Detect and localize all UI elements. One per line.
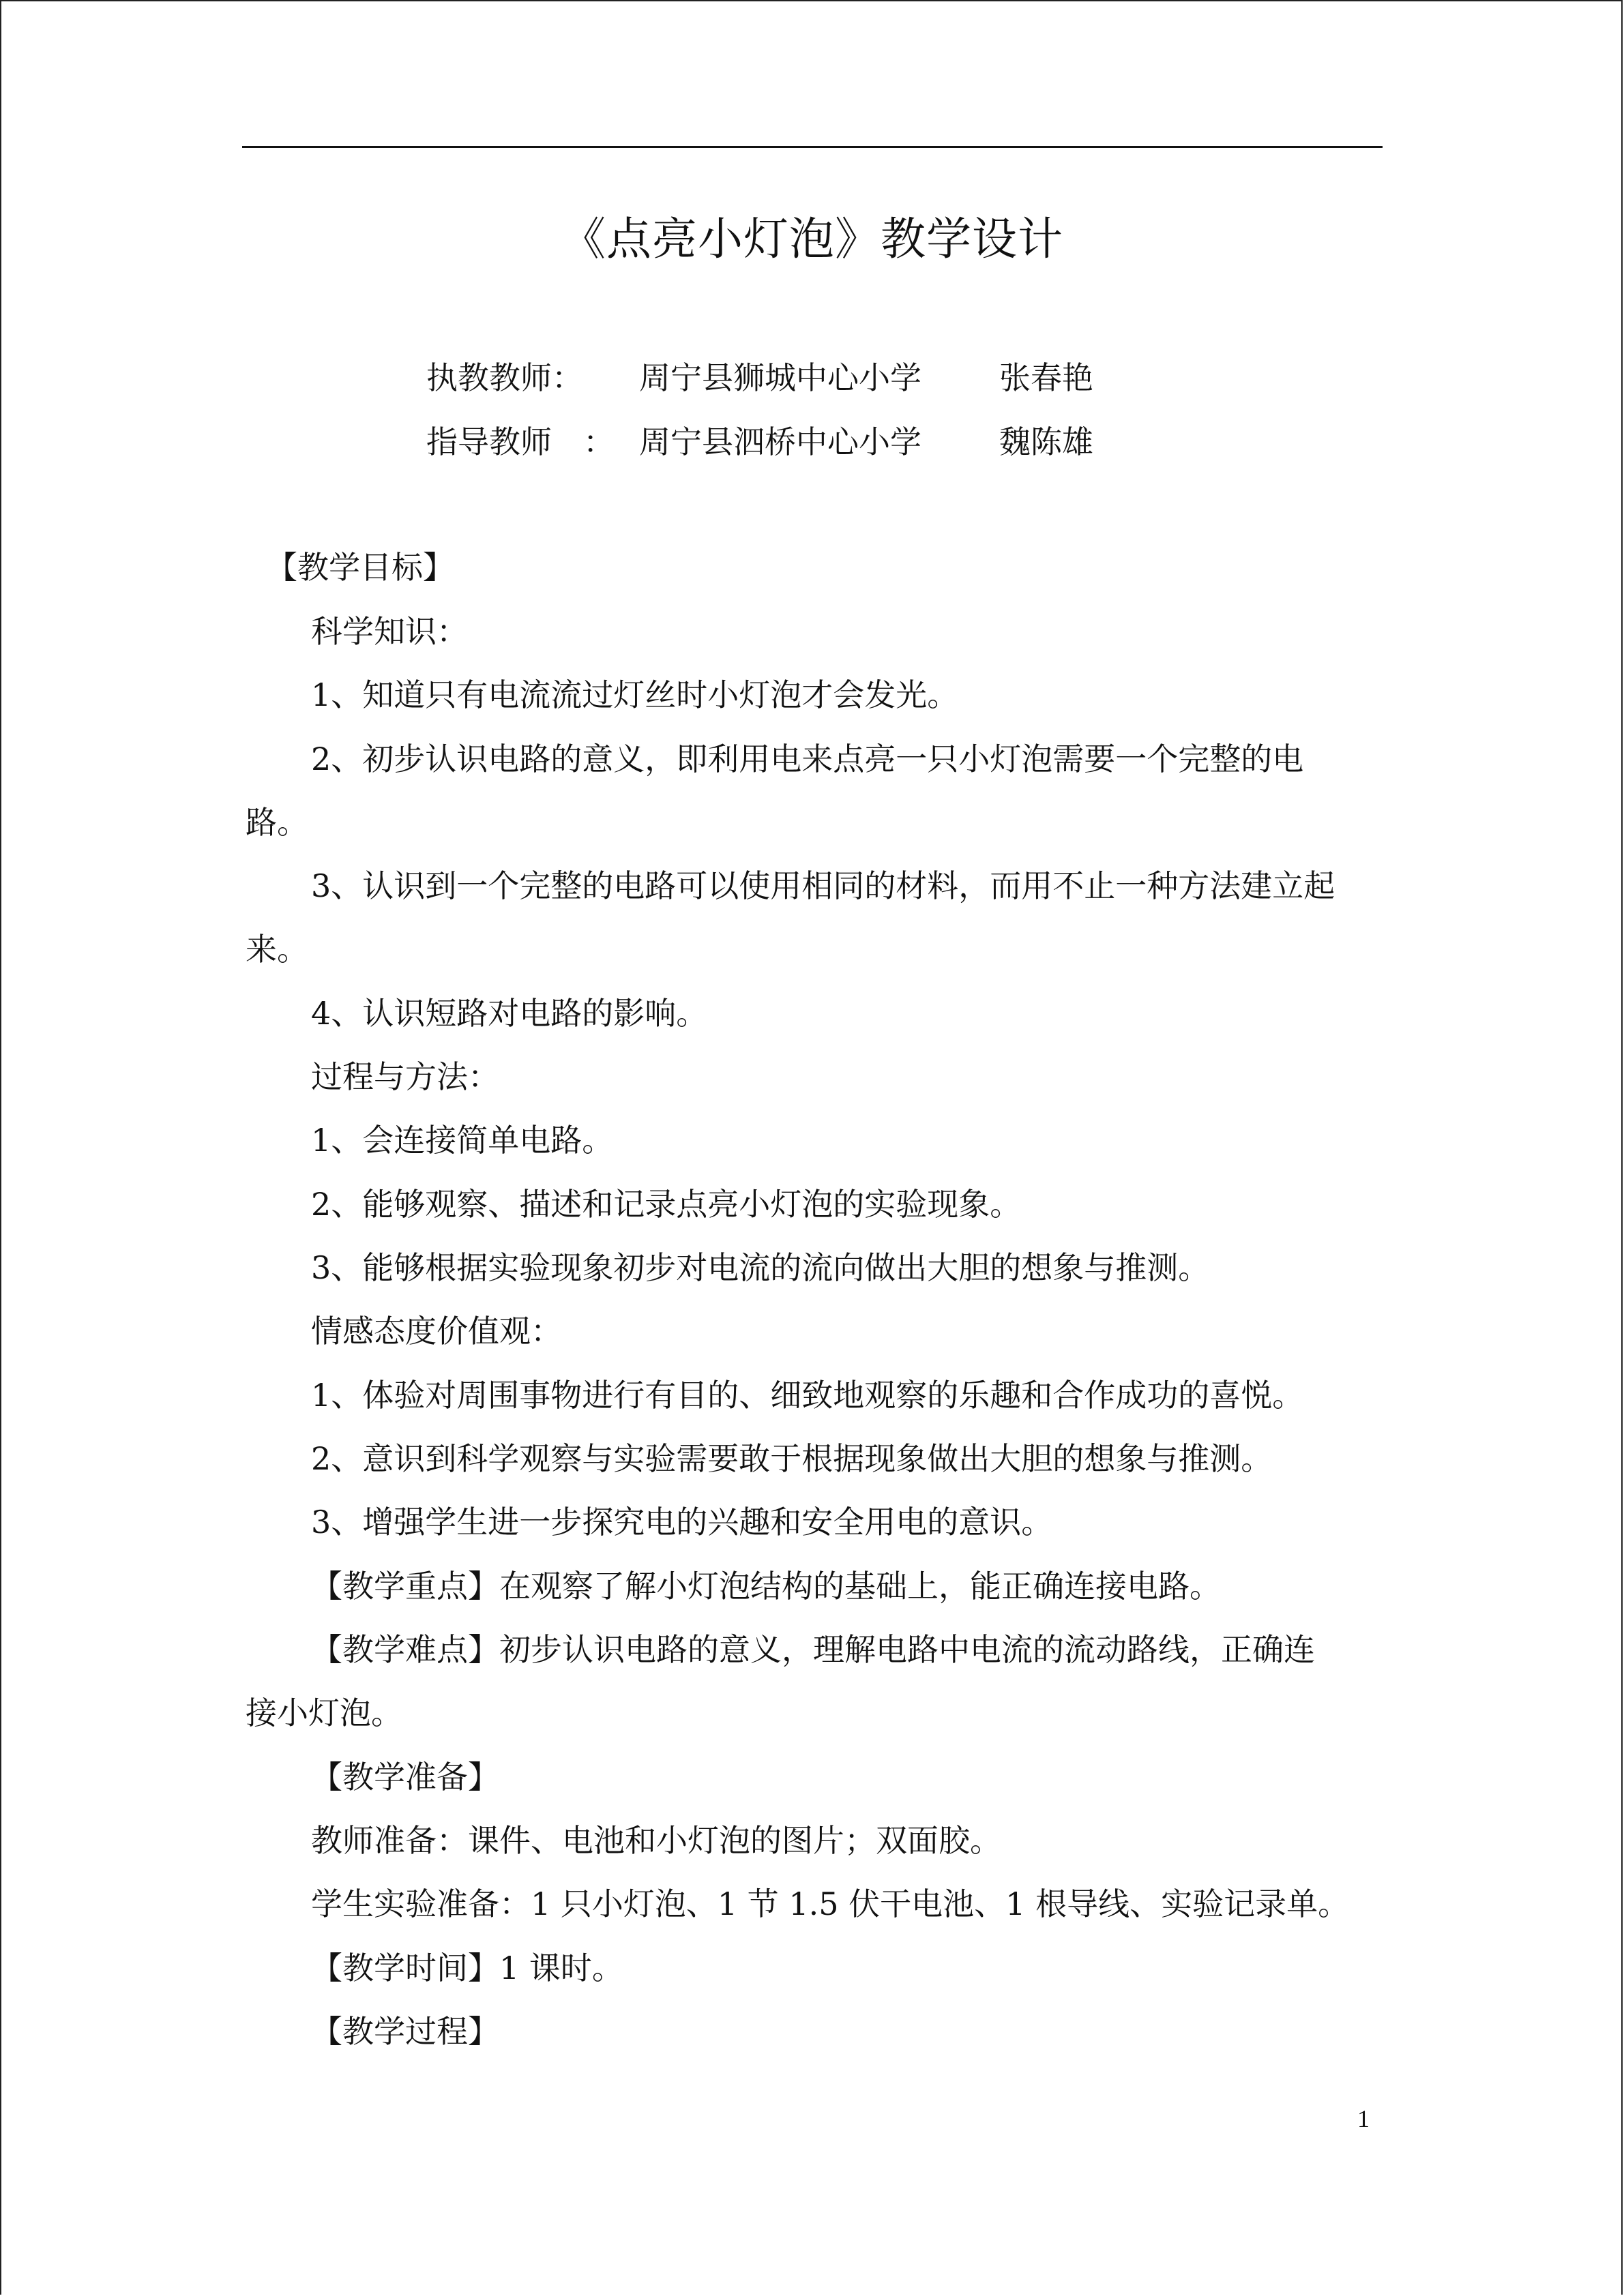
page-number: 1 (1357, 2105, 1370, 2132)
paragraph-line: 2、意识到科学观察与实验需要敢于根据现象做出大胆的想象与推测。 (311, 1440, 1273, 1477)
section-time: 【教学时间】1 课时。 (311, 1950, 623, 1986)
advisor-school: 周宁县泗桥中心小学 (639, 423, 921, 460)
paragraph-line: 1、体验对周围事物进行有目的、细致地观察的乐趣和合作成功的喜悦。 (311, 1377, 1304, 1414)
subheading-attitude: 情感态度价值观： (311, 1313, 562, 1350)
paragraph-line: 4、认识短路对电路的影响。 (311, 995, 708, 1032)
paragraph-line: 2、能够观察、描述和记录点亮小灯泡的实验现象。 (311, 1186, 1022, 1223)
section-process: 【教学过程】 (311, 2013, 499, 2050)
document-title: 《点亮小灯泡》教学设计 (561, 213, 1063, 265)
advisor-label: 指导教师 ： (426, 423, 615, 460)
subheading-knowledge: 科学知识： (311, 613, 468, 650)
paragraph-line: 教师准备：课件、电池和小灯泡的图片；双面胶。 (311, 1822, 1001, 1859)
paragraph-line: 3、能够根据实验现象初步对电流的流向做出大胆的想象与推测。 (311, 1249, 1210, 1286)
section-key-points: 【教学重点】在观察了解小灯泡结构的基础上，能正确连接电路。 (311, 1568, 1221, 1605)
header-rule (242, 146, 1383, 148)
paragraph-line: 3、认识到一个完整的电路可以使用相同的材料，而用不止一种方法建立起 (311, 867, 1335, 904)
paragraph-line: 路。 (246, 804, 308, 841)
paragraph-line: 接小灯泡。 (246, 1695, 402, 1731)
paragraph-line: 1、知道只有电流流过灯丝时小灯泡才会发光。 (311, 676, 959, 713)
teacher-label: 执教教师： (426, 359, 583, 396)
section-heading-objectives: 【教学目标】 (266, 549, 454, 586)
teacher-school: 周宁县狮城中心小学 (639, 359, 921, 396)
paragraph-line: 3、增强学生进一步探究电的兴趣和安全用电的意识。 (311, 1504, 1053, 1540)
advisor-name: 魏陈雄 (999, 423, 1093, 460)
section-difficulties: 【教学难点】初步认识电路的意义，理解电路中电流的流动路线，正确连 (311, 1631, 1315, 1668)
paragraph-line: 来。 (246, 931, 308, 968)
paragraph-line: 学生实验准备：1 只小灯泡、1 节 1.5 伏干电池、1 根导线、实验记录单。 (311, 1885, 1350, 1922)
subheading-process: 过程与方法： (311, 1058, 499, 1095)
teacher-name: 张春艳 (999, 359, 1093, 396)
paragraph-line: 2、初步认识电路的意义，即利用电来点亮一只小灯泡需要一个完整的电 (311, 741, 1304, 777)
paragraph-line: 1、会连接简单电路。 (311, 1122, 614, 1159)
section-preparation: 【教学准备】 (311, 1759, 499, 1795)
